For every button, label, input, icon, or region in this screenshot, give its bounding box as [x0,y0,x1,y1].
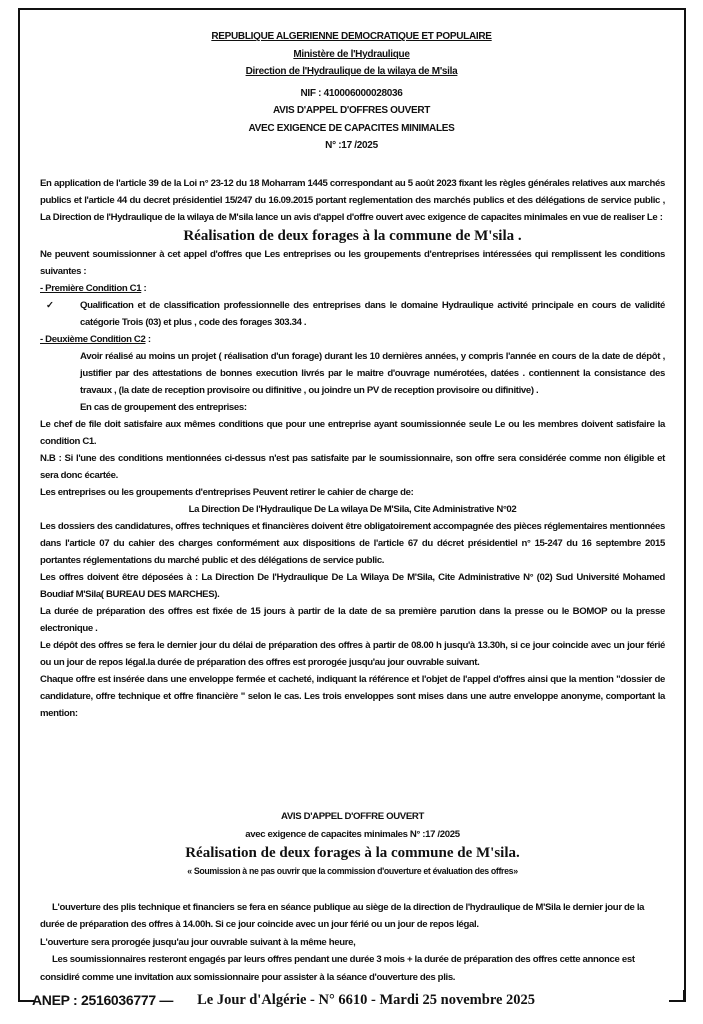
intro-paragraph: En application de l'article 39 de la Loi n° 23-12 du 18 Moharram 1445 correspondant au 5 août 2023 fixant les règles générales relatives aux marchés publics et l'article 44 du decret présidentiel 15/247 du 16.09.2015 portant reglementation des marchés publics et des délégations de service public , La Direction de l'Hydraulique de la wilaya de M'sila lance un avis d'appel d'offre ouvert avec exigence de capacites minimales en vue de realiser Le : [40,178,665,223]
mention-project-title: Réalisation de deux forages à la commune de M'sila. [185,845,520,861]
depot-lieu-paragraph: Les offres doivent être déposées à : La Direction De l'Hydraulique De La Wilaya De M'Sila, Cite Administrative N° (02) Sud Université Mohamed Boudiaf M'Sila( BUREAU DES MARCHES). [40,572,665,600]
nif-number: NIF : 410006000028036 [300,87,403,99]
republic-heading: REPUBLIQUE ALGERIENNE DEMOCRATIQUE ET POPULAIRE [211,31,492,42]
notice-body [40,175,665,722]
footer-corner-right [669,990,685,1002]
retrait-address: La Direction De l'Hydraulique De La wilaya De M'Sila, Cite Administrative N°02 [188,504,517,515]
mention-note: « Soumission à ne pas ouvrir que la commission d'ouverture et évaluation des offres» [187,866,518,876]
duree-paragraph: La durée de préparation des offres est fixée de 15 jours à partir de la date de sa première parution dans la presse ou le BOMOP ou la presse electronique . [40,606,665,634]
notice-type: AVIS D'APPEL D'OFFRES OUVERT [272,105,431,116]
engagement-paragraph: Les soumissionnaires resteront engagés par leurs offres pendant une durée 3 mois + la durée de préparation des offres cette annonce est considiré comme une invitation aux somissionnaire pour assister à la séance d'ouverture des plis. [40,954,635,983]
dossiers-paragraph: Les dossiers des candidatures, offres techniques et financières doivent être obligatoirement accompagnée des pièces réglementaires mentionnées dans l'article 07 du cahier des charges conformément aux dispositions de l'article 67 du décret présidentiel n° 15-247 du 16 septembre 2015 portantes réglementations du marché public et des délégations de service public. [40,521,665,566]
condition-1-text: Qualification et de classification professionnelle des entreprises dans le domaine Hydraulique activité principale en cours de validité catégorie Trois (03) et plus , code des forages 303.34 . [80,300,665,328]
publication-footer [18,990,685,1010]
enveloppe-paragraph: Chaque offre est insérée dans une enveloppe fermée et cacheté, indiquant la référence et l'objet de l'appel d'offres ainsi que la mention "dossier de candidature, offre technique et offre financière " selon le cas. Les trois enveloppes sont mises dans une autre enveloppe anonyme, comportant la mention: [40,674,665,719]
eligibility-paragraph: Ne peuvent soumissionner à cet appel d'offres que Les entreprises ou les groupements d'entreprises intéressées qui remplissent les conditions suivantes : [40,249,665,277]
condition-1-heading [40,280,665,297]
condition-2-heading [40,331,665,348]
condition-2-text: Avoir réalisé au moins un projet ( réalisation d'un forage) durant les 10 dernières années, y compris l'année en cours de la date de dépôt , justifier par des attestations de bonnes execution livrés par le maitre d'ouvrage numérotées, datées . contiennent la consistance des travaux , (la date de reception provisoire ou difinitive , ou joindre un PV de reception provisoire ou difinitive) . [80,351,665,396]
condition-1-colon: : [141,283,147,294]
mention-exigence: avec exigence de capacites minimales N° :17 /2025 [245,828,460,840]
publication-info: Le Jour d'Algérie - N° 6610 - Mardi 25 novembre 2025 [197,991,536,1008]
project-title: Réalisation de deux forages à la commune de M'sila . [183,228,522,244]
notice-requirement: AVEC EXIGENCE DE CAPACITES MINIMALES [248,122,455,134]
nb-paragraph: N.B : Si l'une des conditions mentionnées ci-dessus n'est pas satisfaite par le soumissionnaire, son offre sera considérée comme non éligible et sera donc écartée. [40,453,665,481]
ministry-heading: Ministère de l'Hydraulique [293,48,410,60]
anep-reference: ANEP : 2516036777 — [32,992,174,1008]
condition-2-colon: : [145,334,151,345]
notice-number: N° :17 /2025 [325,140,378,151]
envelope-mention-block [40,808,665,986]
chef-de-file-paragraph: Le chef de file doit satisfaire aux mêmes conditions que pour une entreprise ayant soumissionnée seule Le ou les membres doivent satisfaire la condition C1. [40,419,665,447]
footer-corner-left [18,990,34,1002]
notice-header [0,28,703,155]
condition-1-label: - Première Condition C1 [40,283,142,294]
mention-avis: AVIS D'APPEL D'OFFRE OUVERT [281,811,424,822]
check-icon: ✓ [46,300,54,311]
ouverture-paragraph: L'ouverture des plis technique et financiers se fera en séance publique au siège de la direction de l'hydraulique de M'Sila le dernier jour de la durée de préparation des offres à 14.00h. Si ce jour coincide avec un jour férié ou un jour de repos légal. [40,901,645,930]
groupement-heading: En cas de groupement des entreprises: [80,402,247,413]
retrait-paragraph: Les entreprises ou les groupements d'entreprises Peuvent retirer le cahier de charge de: [40,487,414,498]
depot-heure-paragraph: Le dépôt des offres se fera le dernier jour du délai de préparation des offres à partir de 08.00 h jusqu'à 13.30h, si ce jour coincide avec un jour férié ou un jour de repos légal.la durée de préparation des offres est prorogée jusqu'au jour ouvrable suivant. [40,640,665,668]
direction-heading: Direction de l'Hydraulique de la wilaya de M'sila [245,66,458,77]
condition-2-label: - Deuxième Condition C2 [40,334,146,345]
condition-1-item [40,297,665,331]
prorogation-paragraph: L'ouverture sera prorogée jusqu'au jour ouvrable suivant à la même heure, [40,936,356,948]
